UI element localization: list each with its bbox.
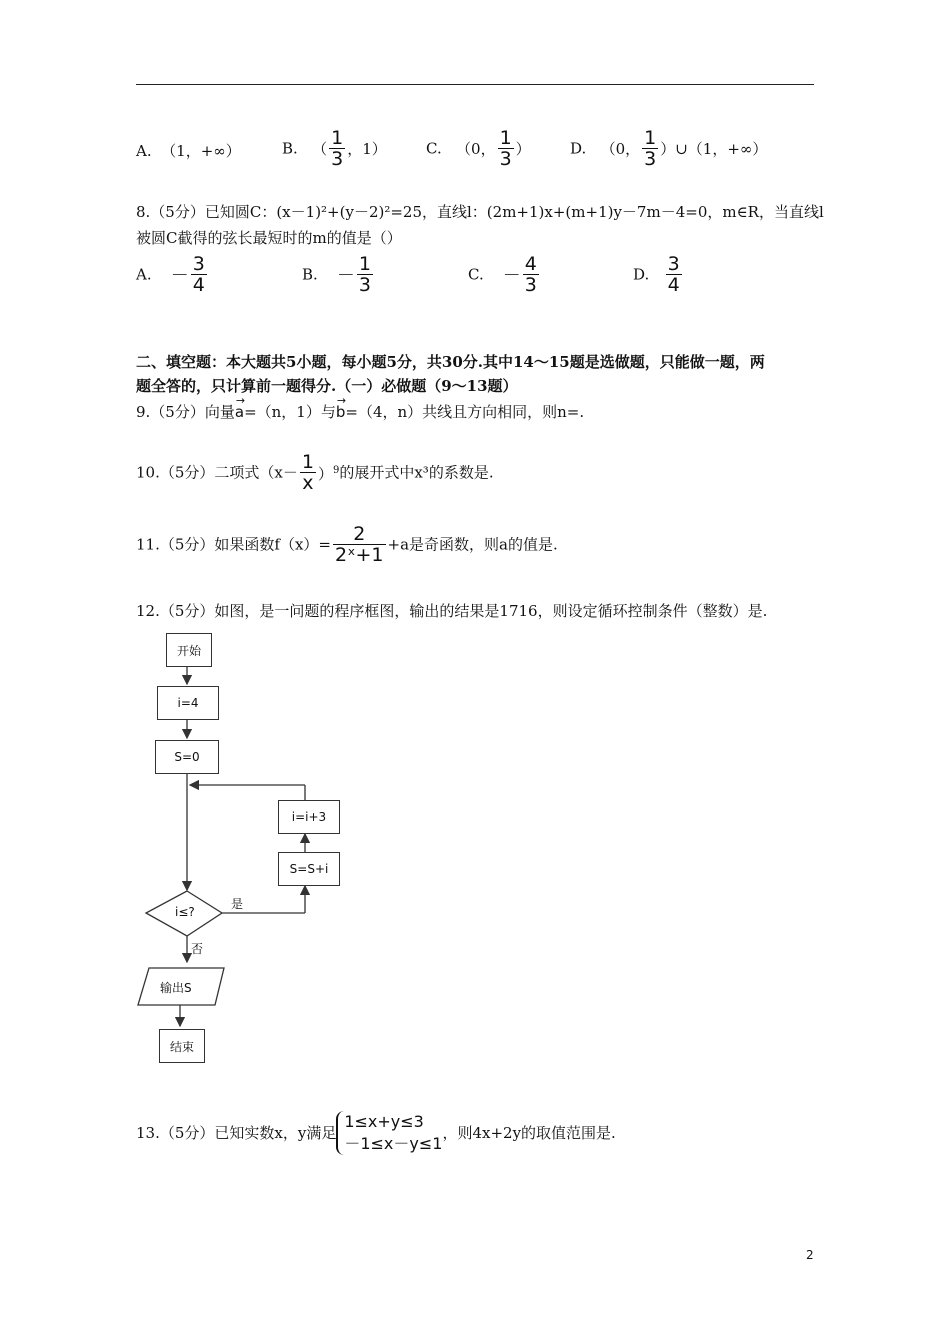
q12-text: 12.（5分）如图，是一问题的程序框图，输出的结果是1716，则设定循环控制条件（整数）是. [136, 602, 768, 620]
fraction: $\frac{1}{3}$ [499, 127, 512, 170]
flow-yes-label: 是 [231, 897, 244, 911]
flow-output-label: 输出S [160, 981, 192, 995]
q8-option-b: B. － $\frac{1}{3}$ [302, 253, 371, 296]
q8-option-d: D. $\frac{3}{4}$ [633, 253, 680, 296]
fraction: $\frac{3}{4}$ [192, 253, 205, 296]
fraction: $\frac{2}{\text{2ˣ+1}}$ [334, 523, 384, 566]
q9-text: 9.（5分）向量→ a=（n，1）与→ b=（4，n）共线且方向相同，则n=. [136, 402, 584, 422]
fraction: $\frac{3}{4}$ [667, 253, 680, 296]
fraction: $\frac{1}{3}$ [644, 127, 657, 170]
section-heading-line1: 二、填空题：本大题共5小题，每小题5分，共30分.其中14～15题是选做题，只能做一题，两 [136, 353, 765, 371]
flow-start: 开始 [166, 633, 212, 667]
q7-option-c: C. （0， $\frac{1}{3}$ ） [426, 127, 531, 170]
fraction: $\frac{1}{x}$ [301, 451, 314, 494]
q13-text: 13.（5分）已知实数x，y满足 1≤x+y≤3 －1≤x－y≤1 ，则4x+2y的取值范围是. [136, 1112, 616, 1153]
q10-text: 10.（5分）二项式（x－ $\frac{1}{x}$ ）$^9$的展开式中x³的系数是. [136, 451, 494, 494]
flow-init-i: i=4 [157, 686, 219, 720]
q8-option-c: C. － $\frac{4}{3}$ [468, 253, 537, 296]
q7-option-a: A. （1，+∞） [136, 142, 241, 160]
vector-b: → b [336, 402, 346, 422]
q11-text: 11.（5分）如果函数f（x）= $\frac{2}{\text{2ˣ+1}}$ +a是奇函数，则a的值是. [136, 523, 558, 566]
q8-stem-line1: 8.（5分）已知圆C：(x－1)²+(y－2)²=25，直线l：(2m+1)x+(m+1)y－7m－4=0，m∈R，当直线l [136, 203, 824, 221]
page-number: 2 [806, 1248, 814, 1262]
flow-update-i: i=i+3 [278, 800, 340, 834]
fraction: $\frac{1}{3}$ [331, 127, 344, 170]
fraction: $\frac{4}{3}$ [524, 253, 537, 296]
q7-option-b: B. （ $\frac{1}{3}$ ，1） [282, 127, 387, 170]
inequality-system: 1≤x+y≤3 －1≤x－y≤1 [336, 1111, 442, 1155]
q8-stem-line2: 被圆C截得的弦长最短时的m的值是（） [136, 229, 402, 247]
fraction: $\frac{1}{3}$ [358, 253, 371, 296]
flow-condition-label: i≤? [175, 905, 195, 919]
flow-init-s: S=0 [155, 740, 219, 774]
vector-a: → a [235, 402, 244, 422]
q8-option-a: A. － $\frac{3}{4}$ [136, 253, 205, 296]
flow-end: 结束 [159, 1029, 205, 1063]
flow-update-s: S=S+i [278, 852, 340, 886]
section-heading-line2: 题全答的，只计算前一题得分.（一）必做题（9～13题） [136, 377, 518, 395]
q7-option-d: D. （0， $\frac{1}{3}$ ）∪（1，+∞） [570, 127, 768, 170]
flow-no-label: 否 [191, 942, 204, 956]
